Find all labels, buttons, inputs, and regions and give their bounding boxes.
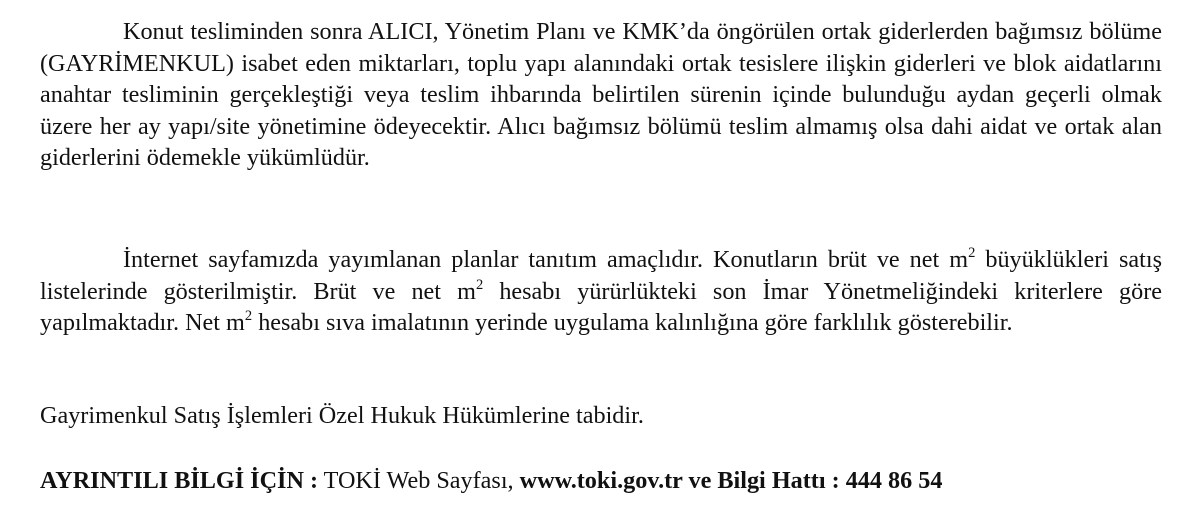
legal-statement: Gayrimenkul Satış İşlemleri Özel Hukuk Hükümlerine tabidir. [40,402,644,429]
contact-connector: ve Bilgi Hattı : [682,467,846,494]
superscript-2: 2 [968,244,976,261]
plans-text-3: hesabı yürürlükteki son İmar Yönetmeliğindeki kriterlere göre yapılmaktadır. Net m [40,277,1162,336]
superscript-2: 2 [475,276,484,293]
paragraph-plans-info [40,244,1162,339]
plans-text-1: İnternet sayfamızda yayımlanan planlar tanıtım amaçlıdır. Konutların brüt ve net m [123,246,969,273]
website-link[interactable]: www.toki.gov.tr [519,467,683,494]
superscript-2: 2 [244,307,253,324]
plans-text-4: hesabı sıva imalatının yerinde uygulama kalınlığına göre farklılık gösterebilir. [252,309,1013,336]
contact-site-label: TOKİ Web Sayfası, [318,467,520,494]
contact-heading: AYRINTILI BİLGİ İÇİN : [40,467,319,494]
paragraph-maintenance-fees: Konut tesliminden sonra ALICI, Yönetim Planı ve KMK’da öngörülen ortak giderlerden bağımsız bölüme (GAYRİMENKUL) isabet eden miktarları, toplu yapı alanındaki ortak tesislere ilişkin giderleri ve blok aidatlarını anahtar tesliminin gerçekleştiği veya teslim ihbarında belirtilen sürenin içinde bulunduğu aydan geçerli olmak üzere her ay yapı/site yönetimine ödeyecektir. Alıcı bağımsız bölümü teslim almamış olsa dahi aidat ve ortak alan giderlerini ödemekle yükümlüdür. [40,18,1162,171]
plans-text-2: büyüklükleri satış listelerinde gösterilmiştir. Brüt ve net m [40,246,1162,305]
phone-number: 444 86 54 [845,467,943,494]
contact-line [40,465,942,497]
